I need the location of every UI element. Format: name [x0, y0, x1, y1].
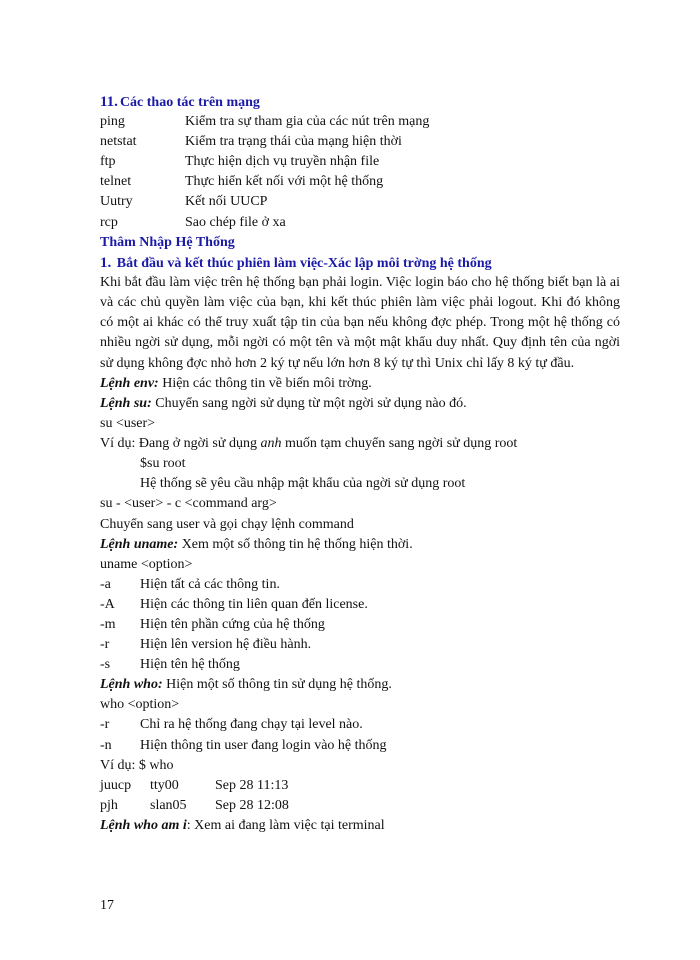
- option-description: Hiện tất cả các thông tin.: [140, 576, 280, 592]
- su-syntax-2: su - <user> - c <command arg>: [100, 496, 277, 512]
- command-label: Lệnh who am i: [100, 817, 187, 833]
- document-page: [100, 92, 620, 836]
- su-example: [100, 434, 620, 454]
- command-name: netstat: [100, 134, 137, 150]
- env-command-line: [100, 374, 620, 394]
- command-name: rcp: [100, 214, 118, 230]
- who-user: pjh: [100, 797, 118, 813]
- option-flag: -r: [100, 717, 110, 733]
- command-row: [100, 112, 620, 132]
- option-flag: -A: [100, 596, 115, 612]
- option-flag: -r: [100, 637, 110, 653]
- command-description: Kiểm tra sự tham gia của các nút trên mạng: [185, 114, 430, 130]
- who-tty: slan05: [150, 797, 187, 813]
- command-text: Hiện một số thông tin sử dụng hệ thống.: [162, 677, 392, 693]
- who-time: Sep 28 12:08: [215, 797, 289, 813]
- option-flag: -m: [100, 616, 116, 632]
- section-1-heading: [100, 253, 620, 273]
- command-name: ping: [100, 114, 125, 130]
- command-text: Hiện các thông tin về biến môi trờng.: [158, 375, 372, 391]
- option-flag: -n: [100, 737, 112, 753]
- who-command-line: [100, 675, 620, 695]
- command-row: [100, 192, 620, 212]
- option-description: Hiện tên hệ thống: [140, 657, 240, 673]
- command-name: Uutry: [100, 194, 133, 210]
- who-time: Sep 28 11:13: [215, 777, 289, 793]
- who-example: Ví dụ: $ who: [100, 757, 174, 773]
- who-tty: tty00: [150, 777, 179, 793]
- option-description: Hiện các thông tin liên quan đến license.: [140, 596, 368, 612]
- who-output-row: [100, 776, 620, 796]
- option-row: [100, 635, 620, 655]
- command-text: Xem một số thông tin hệ thống hiện thời.: [178, 536, 413, 552]
- su-example-note: Hệ thống sẽ yêu cầu nhập mật khẩu của ngời sử dụng root: [140, 476, 466, 492]
- command-row: [100, 152, 620, 172]
- option-row: [100, 615, 620, 635]
- intro-paragraph: Khi bắt đầu làm việc trên hệ thống bạn phải login. Việc login báo cho hệ thống biết bạn là ai và các chủ quyền làm việc của bạn, khi kết thúc phiên làm việc phải logout. Khi đó không có một ai khác có thể truy xuất tập tin của bạn nếu không đợc phép. Trong một hệ thống có nhiều ngời sử dụng, mỗi ngời có một tên và một mật khẩu duy nhất. Quy định tên của ngời sử dụng không đợc nhỏ hơn 2 ký tự nếu lớn hơn 8 ký tự thì Unix chỉ lấy 8 ký tự đầu.: [100, 274, 620, 371]
- su-syntax: su <user>: [100, 416, 156, 432]
- who-syntax: who <option>: [100, 697, 180, 713]
- page-number: 17: [100, 898, 114, 913]
- section-number: 11.: [100, 94, 118, 110]
- command-name: telnet: [100, 174, 132, 190]
- option-description: Hiện tên phần cứng của hệ thống: [140, 616, 325, 632]
- command-description: Sao chép file ở xa: [185, 214, 286, 230]
- command-label: Lệnh uname:: [100, 536, 179, 552]
- su-example-command: $su root: [140, 456, 186, 472]
- option-description: Hiện lên version hệ điều hành.: [140, 637, 312, 653]
- su-command-line: [100, 394, 620, 414]
- command-label: Lệnh su:: [100, 395, 152, 411]
- command-description: Kiểm tra trạng thái của mạng hiện thời: [185, 134, 402, 150]
- chapter-title: Thâm Nhập Hệ Thống: [100, 234, 235, 250]
- option-flag: -s: [100, 657, 111, 673]
- command-label: Lệnh env:: [100, 375, 159, 391]
- command-name: ftp: [100, 154, 116, 170]
- uname-command-line: [100, 535, 620, 555]
- option-row: [100, 715, 620, 735]
- example-suffix: muốn tạm chuyển sang ngời sử dụng root: [281, 436, 518, 452]
- section-title: Bắt đầu và kết thúc phiên làm việc-Xác lập môi trờng hệ thống: [116, 255, 492, 271]
- option-row: [100, 575, 620, 595]
- example-user: anh: [260, 436, 282, 452]
- who-user: juucp: [100, 777, 132, 793]
- option-flag: -a: [100, 576, 111, 592]
- command-description: Thực hiện dịch vụ truyền nhận file: [185, 154, 380, 170]
- option-row: [100, 655, 620, 675]
- option-row: [100, 595, 620, 615]
- command-row: [100, 213, 620, 233]
- command-description: Thực hiển kết nối với một hệ thống: [185, 174, 384, 190]
- example-prefix: Ví dụ: Đang ở ngời sử dụng: [100, 436, 261, 452]
- command-description: Kết nối UUCP: [185, 194, 268, 210]
- command-row: [100, 132, 620, 152]
- command-label: Lệnh who:: [100, 677, 163, 693]
- uname-syntax: uname <option>: [100, 556, 193, 572]
- command-row: [100, 172, 620, 192]
- command-text: : Xem ai đang làm việc tại terminal: [186, 817, 385, 833]
- su-syntax-2-description: Chuyển sang user và gọi chạy lệnh command: [100, 516, 354, 532]
- option-description: Hiện thông tin user đang login vào hệ thống: [140, 737, 387, 753]
- section-title: Các thao tác trên mạng: [119, 95, 260, 110]
- section-11-heading: [100, 92, 620, 112]
- option-description: Chỉ ra hệ thống đang chạy tại level nào.: [140, 717, 363, 733]
- command-text: Chuyển sang ngời sử dụng từ một ngời sử dụng nào đó.: [151, 395, 467, 411]
- who-output-row: [100, 796, 620, 816]
- option-row: [100, 736, 620, 756]
- whoami-command-line: [100, 816, 620, 836]
- section-number: 1.: [100, 254, 112, 271]
